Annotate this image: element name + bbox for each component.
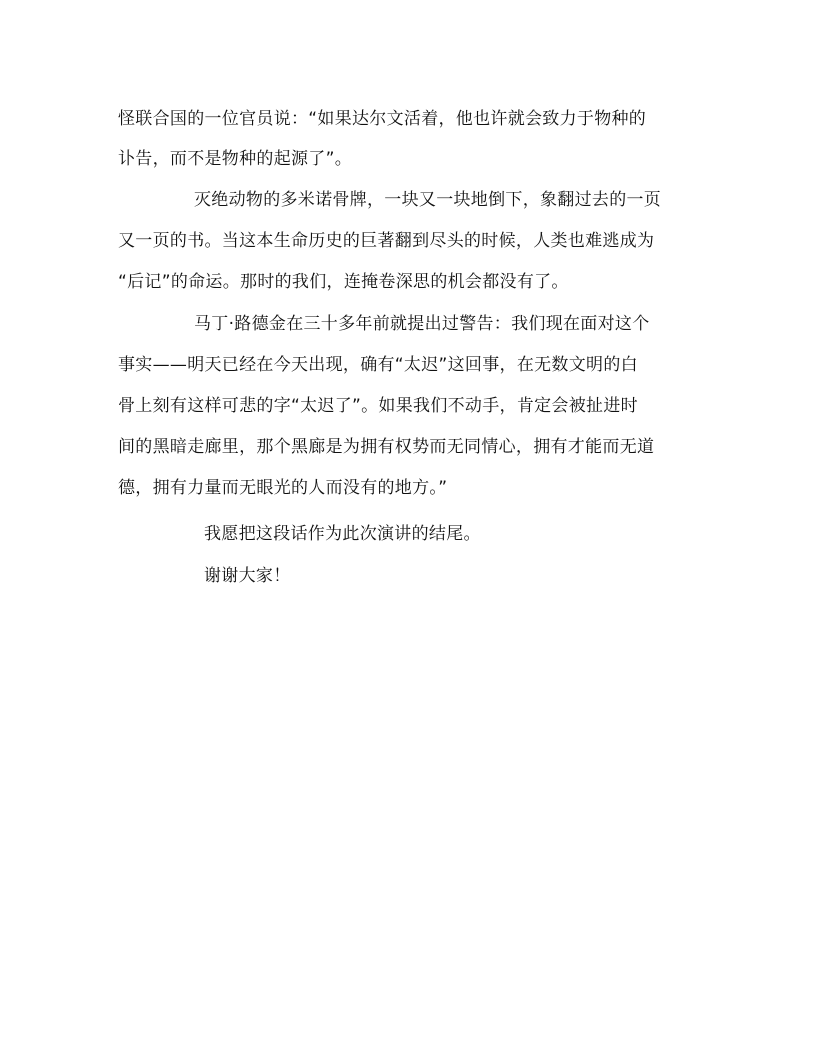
- text-line: 德，拥有力量而无眼光的人而没有的地方。”: [118, 478, 448, 498]
- text-line: 马丁·路德金在三十多年前就提出过警告：我们现在面对这个: [194, 314, 650, 334]
- text-line: 又一页的书。当这本生命历史的巨著翻到尽头的时候，人类也难逃成为: [118, 231, 655, 251]
- text-line: 事实——明天已经在今天出现，确有“太迟”这回事，在无数文明的白: [118, 355, 638, 375]
- closing-line: 我愿把这段话作为此次演讲的结尾。: [204, 524, 481, 544]
- text-line: 骨上刻有这样可悲的字“太迟了”。如果我们不动手，肯定会被扯进时: [118, 396, 638, 416]
- text-line: 讣告，而不是物种的起源了”。: [118, 149, 353, 169]
- text-line: “后记”的命运。那时的我们，连掩卷深思的机会都没有了。: [118, 272, 569, 292]
- text-line: 灭绝动物的多米诺骨牌，一块又一块地倒下，象翻过去的一页: [194, 190, 662, 210]
- text-line: 怪联合国的一位官员说：“如果达尔文活着，他也许就会致力于物种的: [118, 109, 647, 129]
- text-line: 间的黑暗走廊里，那个黑廊是为拥有权势而无同情心，拥有才能而无道: [118, 437, 655, 457]
- thanks-line: 谢谢大家！: [204, 566, 291, 586]
